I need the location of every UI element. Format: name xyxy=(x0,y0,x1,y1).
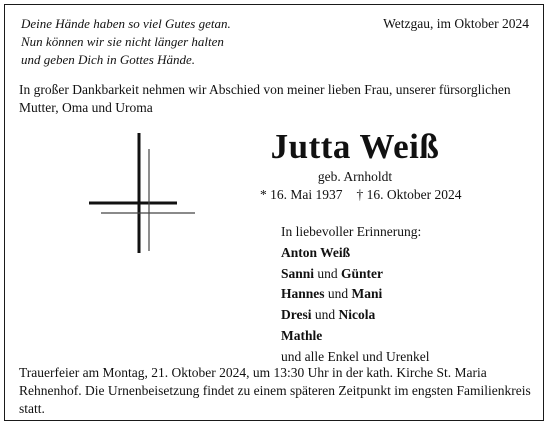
death-date: † 16. Oktober 2024 xyxy=(356,187,462,202)
family-line xyxy=(281,284,429,305)
family-name: Günter xyxy=(341,265,384,281)
cross-icon xyxy=(89,133,199,253)
verse-line: Nun können wir sie nicht länger halten xyxy=(21,34,224,49)
family-name: Anton Weiß xyxy=(281,244,351,260)
family-joiner: und xyxy=(314,307,336,323)
life-dates xyxy=(260,186,462,204)
maiden-name: geb. Arnholdt xyxy=(317,169,393,184)
verse-line: und geben Dich in Gottes Hände. xyxy=(21,52,196,67)
family-line xyxy=(281,264,429,285)
deceased-name: Jutta Weiß xyxy=(270,127,440,166)
family-list xyxy=(281,222,429,368)
family-line xyxy=(281,305,429,326)
family-joiner: und xyxy=(327,286,349,302)
funeral-service-text: Trauerfeier am Montag, 21. Oktober 2024, um 13:30 Uhr in der kath. Kirche St. Maria Rehnenhof. Die Urnenbeisetzung findet zu einem späteren Zeitpunkt im engsten Familienkreis statt. xyxy=(19,365,531,416)
family-line xyxy=(281,326,429,347)
verse-line: Deine Hände haben so viel Gutes getan. xyxy=(21,16,231,31)
family-joiner: und xyxy=(317,265,338,281)
family-name: Nicola xyxy=(338,307,376,323)
family-heading: In liebevoller Erinnerung: xyxy=(281,224,422,239)
family-name: Mani xyxy=(351,286,383,302)
family-name: Dresi xyxy=(281,307,312,323)
verse xyxy=(21,15,231,69)
family-name: Sanni xyxy=(281,265,315,281)
obituary-notice xyxy=(4,4,544,421)
family-line xyxy=(281,243,429,264)
family-closing: und alle Enkel und Urenkel xyxy=(281,348,430,364)
family-name: Hannes xyxy=(281,286,325,302)
family-name: Mathle xyxy=(281,327,323,343)
intro-text: In großer Dankbarkeit nehmen wir Abschied von meiner lieben Frau, unserer fürsorglichen Mutter, Oma und Uroma xyxy=(19,82,511,115)
birth-date: * 16. Mai 1937 xyxy=(260,187,343,202)
place-date: Wetzgau, im Oktober 2024 xyxy=(383,16,529,31)
